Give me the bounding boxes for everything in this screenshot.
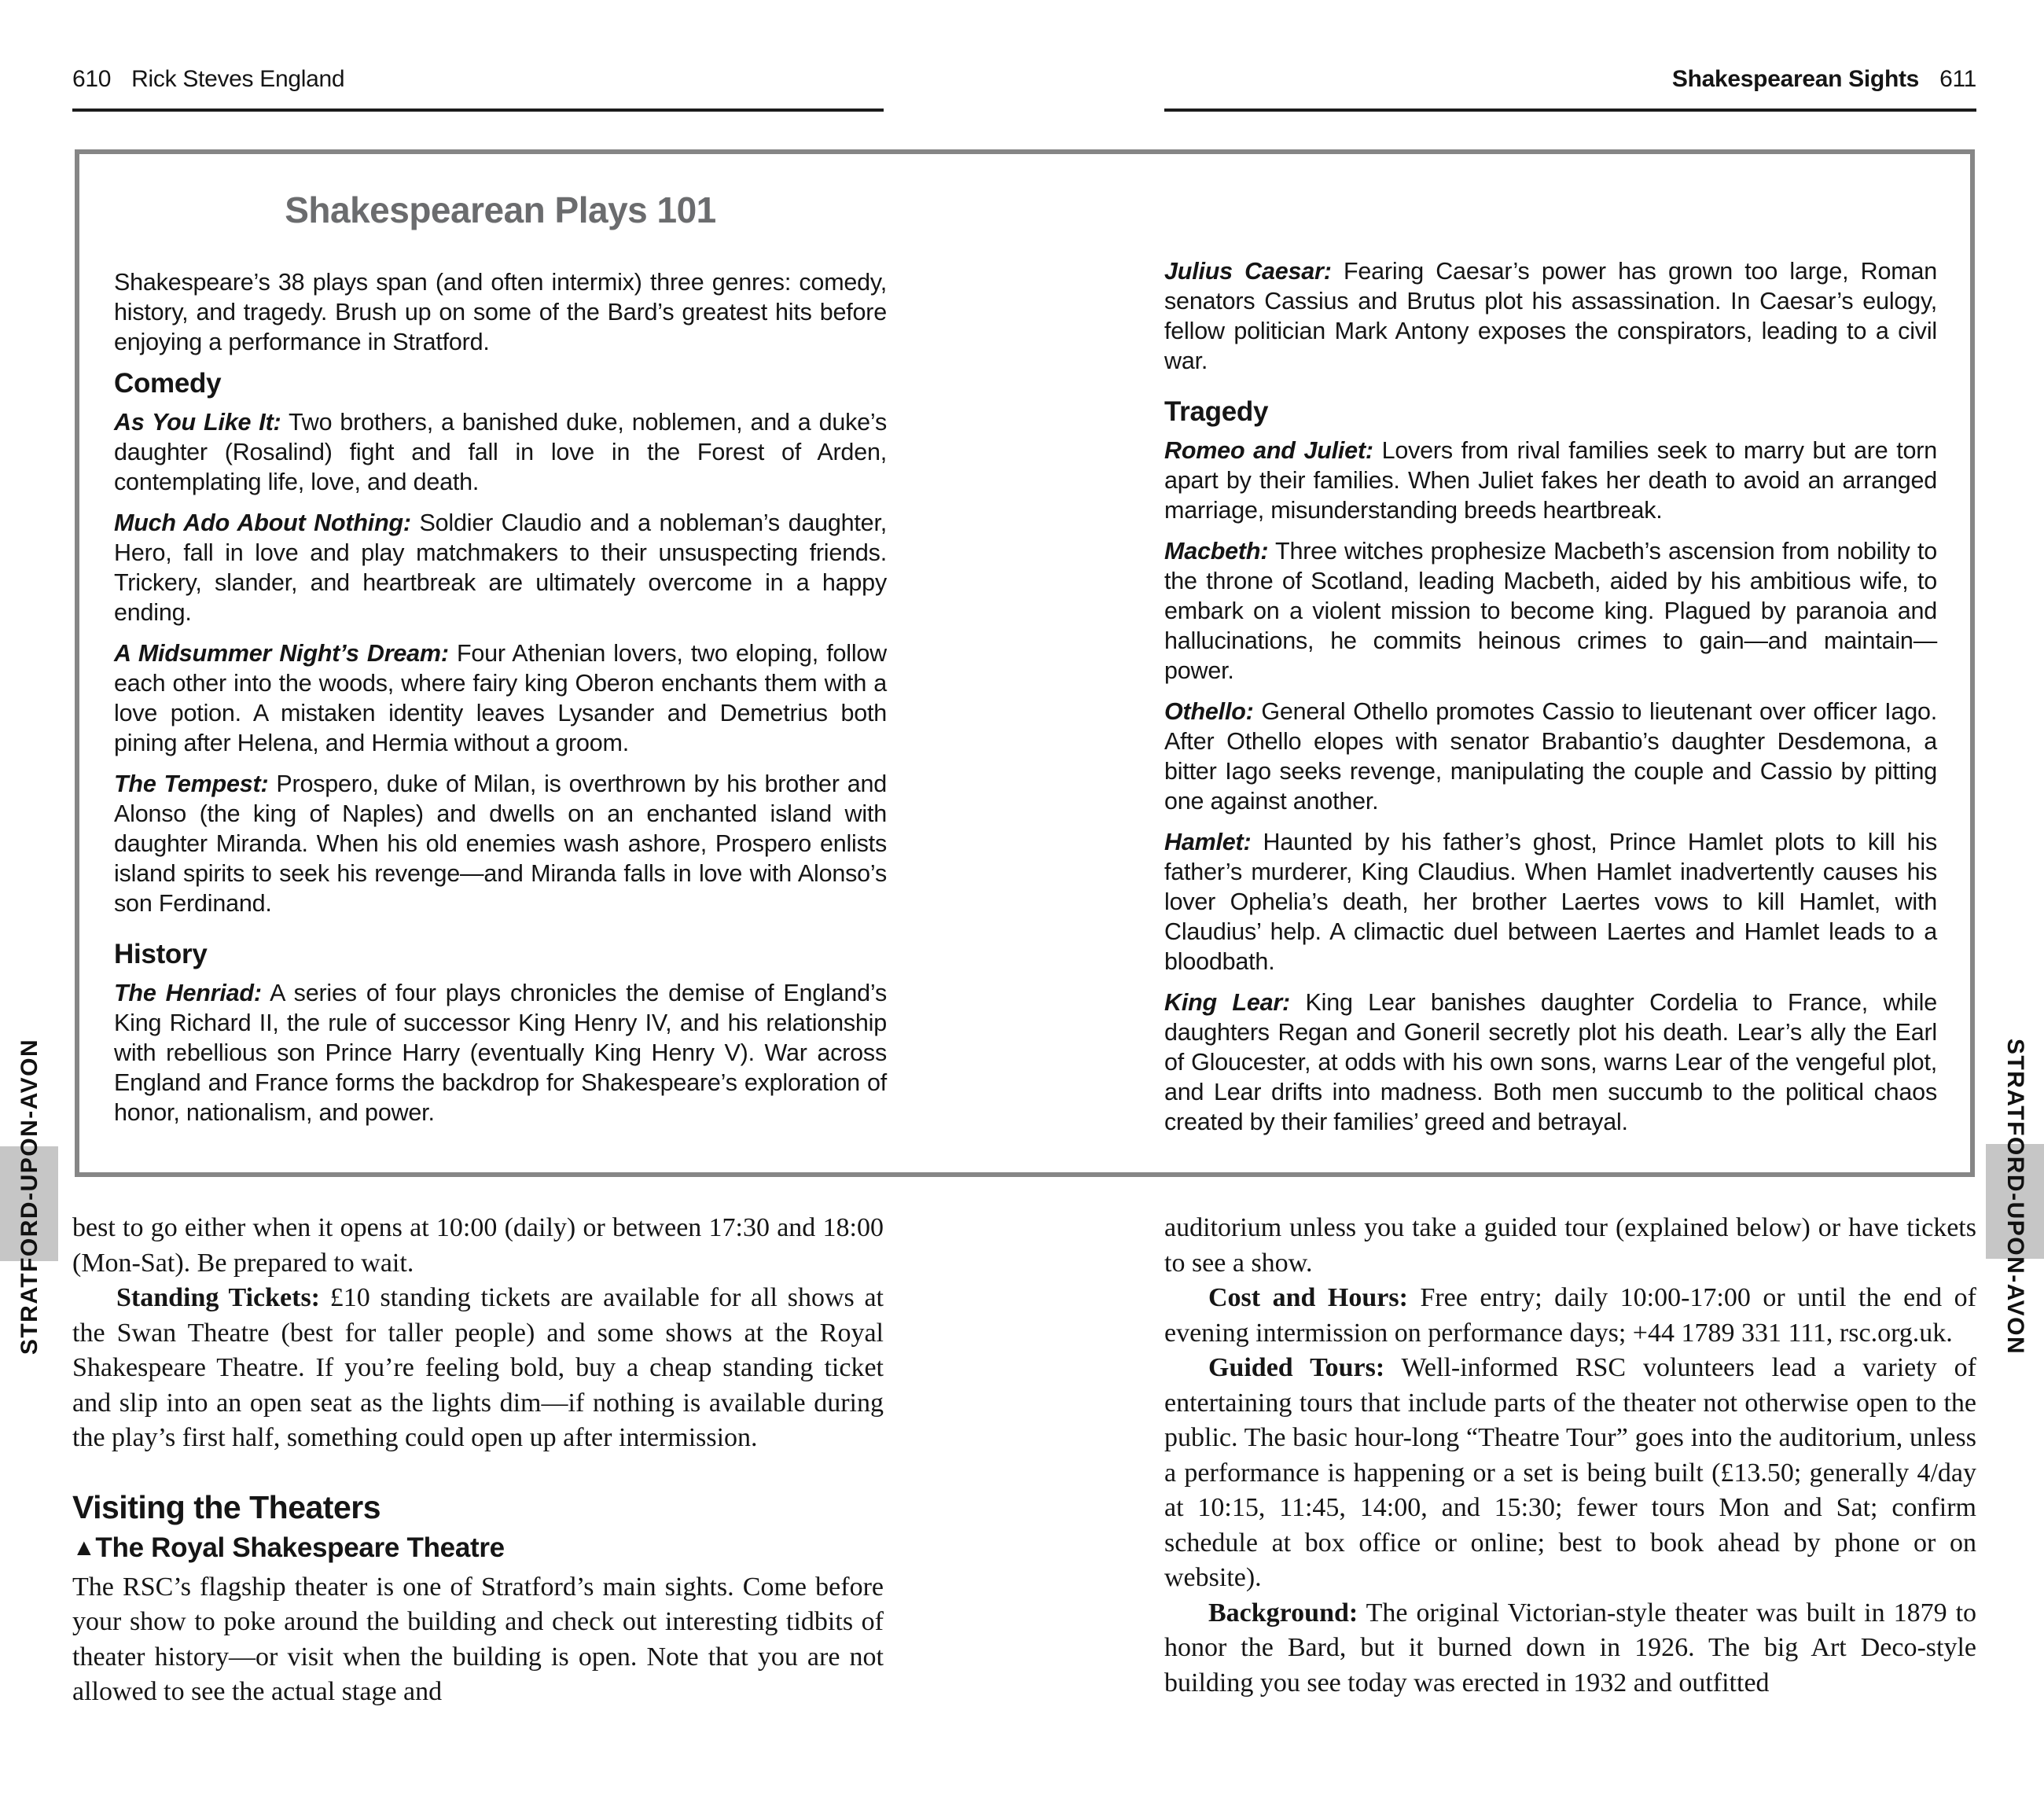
play-description: Four Athenian lovers, two eloping, follow each other into the woods, where fairy king Oberon enchants them with a love potion. A mistaken identity leaves Lysander and Demetrius both pining after Helena, and Hermia without a groom. — [114, 640, 887, 756]
play-paragraph — [1164, 536, 1937, 686]
play-name: As You Like It: — [114, 409, 281, 436]
shakespearean-plays-sidebar-box — [75, 149, 1975, 1177]
paragraph-lead-in: Cost and Hours: — [1208, 1283, 1408, 1312]
paragraph-lead-in: Standing Tickets: — [116, 1283, 321, 1312]
page-number-right: 611 — [1939, 66, 1976, 92]
section-heading-comedy: Comedy — [114, 368, 222, 399]
play-description: Haunted by his father’s ghost, Prince Hamlet plots to kill his father’s murderer, King Claudius. When Hamlet inadvertently causes his lover Ophelia’s death, her brother Laertes vows to kill Hamlet, with Claudius’ help. A climactic duel between Laertes and Hamlet leads to a bloodbath. — [1164, 829, 1937, 975]
play-name: King Lear: — [1164, 989, 1291, 1016]
box-column-left — [114, 187, 887, 1148]
paragraph-text: Well-informed RSC volunteers lead a variety of entertaining tours that include parts of the theater not otherwise open to the public. The basic hour-long “Theatre Tour” goes into the auditorium, unless a performance is happening or a set is being built (£13.50; generally 4/day at 10:15, 11:45, 14:00, and 15:30; fewer tours Mon and Sat; confirm schedule at box office or online; best to book ahead by phone or on website). — [1164, 1353, 1976, 1592]
box-intro: Shakespeare’s 38 plays span (and often intermix) three genres: comedy, history, and tragedy. Brush up on some of the Bard’s greatest hits before enjoying a performance in Stratford. — [114, 269, 887, 355]
body-column-right — [1164, 1211, 1976, 1701]
play-description: King Lear banishes daughter Cordelia to France, while daughters Regan and Goneril secretly plot his death. Lear’s ally the Earl of Gloucester, at odds with his own sons, warns Lear of the vengeful plot, and Lear drifts into madness. Both men succumb to the political chaos created by their families’ greed and betrayal. — [1164, 989, 1938, 1135]
box-column-right — [1164, 256, 1937, 1148]
body-column-left — [72, 1211, 884, 1710]
paragraph-text: £10 standing tickets are available for all shows at the Swan Theatre (best for taller people) and some shows at the Royal Shakespeare Theatre. If you’re feeling bold, buy a cheap standing ticket and slip into an open seat as the lights dim—if nothing is available during the play’s first half, something could open up after intermission. — [72, 1283, 884, 1452]
play-paragraph — [114, 508, 887, 627]
play-description: Fearing Caesar’s power has grown too large, Roman senators Cassius and Brutus plot his assassination. In Caesar’s eulogy, fellow politician Mark Antony exposes the conspirators, leading to a civil war. — [1164, 258, 1938, 374]
page-header-right — [1672, 66, 1976, 93]
play-paragraph — [1164, 988, 1937, 1137]
paragraph-text: Free entry; daily 10:00-17:00 or until the end of evening intermission on performance days; +44 1789 331 111, rsc.org.uk. — [1164, 1283, 1977, 1348]
play-name: Romeo and Juliet: — [1164, 437, 1373, 464]
play-name: Hamlet: — [1164, 829, 1252, 855]
body-paragraph — [1164, 1596, 1976, 1701]
play-name: A Midsummer Night’s Dream: — [114, 640, 449, 667]
header-rule-left — [72, 109, 884, 112]
section-heading-history: History — [114, 939, 208, 969]
play-paragraph — [114, 407, 887, 497]
play-name: Julius Caesar: — [1164, 258, 1332, 285]
play-name: The Henriad: — [114, 980, 262, 1006]
chapter-label-right: STRATFORD-UPON-AVON — [2002, 1038, 2028, 1355]
play-paragraph — [1164, 827, 1937, 977]
header-rule-right — [1164, 109, 1976, 112]
play-description: Three witches prophesize Macbeth’s ascension from nobility to the throne of Scotland, leading Macbeth, aided by his ambitious wife, to embark on a violent mission to become king. Plagued by paranoia and hallucinations, he commits heinous crimes to gain—and maintain—power. — [1164, 538, 1937, 684]
page-number-left: 610 — [72, 66, 112, 92]
box-title: Shakespearean Plays 101 — [285, 189, 716, 230]
play-paragraph — [1164, 256, 1937, 376]
play-paragraph — [114, 769, 887, 918]
section-heading-tragedy: Tragedy — [1164, 396, 1269, 427]
section-heading-visiting-theaters: Visiting the Theaters — [72, 1488, 381, 1525]
chapter-label-left: STRATFORD-UPON-AVON — [17, 1038, 42, 1355]
play-name: Othello: — [1164, 698, 1254, 725]
body-paragraph — [72, 1281, 884, 1456]
play-description: Two brothers, a banished duke, noblemen, and a duke’s daughter (Rosalind) fight and fall in love in the Forest of Arden, contemplating life, love, and death. — [114, 409, 888, 495]
sight-heading-royal-shakespeare-theatre — [72, 1532, 884, 1564]
box-columns — [114, 187, 1937, 1148]
play-paragraph — [114, 638, 887, 758]
paragraph-lead-in: Background: — [1208, 1598, 1358, 1628]
body-paragraph: best to go either when it opens at 10:00 (daily) or between 17:30 and 18:00 (Mon-Sat). Be prepared to wait. — [72, 1213, 884, 1278]
play-description: A series of four plays chronicles the demise of England’s King Richard II, the rule of successor King Henry IV, and his relationship with rebellious son Prince Harry (eventually King Henry V). War across England and France forms the backdrop for Shakespeare’s exploration of honor, nationalism, and power. — [114, 980, 887, 1126]
play-description: Lovers from rival families seek to marry but are torn apart by their families. When Juliet fakes her death to avoid an arranged marriage, misunderstanding breeds heartbreak. — [1164, 437, 1937, 524]
sight-rating-triangle-icon: ▲ — [72, 1534, 96, 1561]
page-header-left — [72, 66, 344, 93]
play-paragraph — [1164, 436, 1937, 525]
running-title-right: Shakespearean Sights — [1671, 66, 1920, 92]
running-title-left: Rick Steves England — [131, 66, 345, 92]
play-name: Macbeth: — [1164, 538, 1269, 565]
body-paragraph: auditorium unless you take a guided tour (explained below) or have tickets to see a show. — [1164, 1213, 1976, 1278]
play-description: General Othello promotes Cassio to lieutenant over officer Iago. After Othello elopes with senator Brabantio’s daughter Desdemona, a bitter Iago seeks revenge, manipulating the couple and Cassio by pitting one against another. — [1164, 698, 1937, 815]
body-paragraph: The RSC’s flagship theater is one of Stratford’s main sights. Come before your show to poke around the building and check out interesting tidbits of theater history—or visit when the building is open. Note that you are not allowed to see the actual stage and — [72, 1572, 884, 1706]
paragraph-lead-in: Guided Tours: — [1208, 1353, 1385, 1382]
play-description: Soldier Claudio and a nobleman’s daughter, Hero, fall in love and play matchmakers to their unsuspecting friends. Trickery, slander, and heartbreak are ultimately overcome in a happy ending. — [114, 509, 887, 626]
play-paragraph — [1164, 697, 1937, 816]
paragraph-text: The original Victorian-style theater was built in 1879 to honor the Bard, but it burned down in 1926. The big Art Deco-style building you see today was erected in 1932 and outfitted — [1164, 1598, 1977, 1697]
play-name: The Tempest: — [114, 771, 269, 797]
sight-heading-text: The Royal Shakespeare Theatre — [95, 1532, 505, 1563]
play-name: Much Ado About Nothing: — [114, 509, 411, 536]
play-description: Prospero, duke of Milan, is overthrown by his brother and Alonso (the king of Naples) and dwells on an enchanted island with daughter Miranda. When his old enemies wash ashore, Prospero enlists island spirits to seek his revenge—and Miranda falls in love with Alonso’s son Ferdinand. — [114, 771, 887, 917]
body-paragraph — [1164, 1281, 1976, 1351]
body-paragraph — [1164, 1351, 1976, 1596]
play-paragraph — [114, 978, 887, 1127]
